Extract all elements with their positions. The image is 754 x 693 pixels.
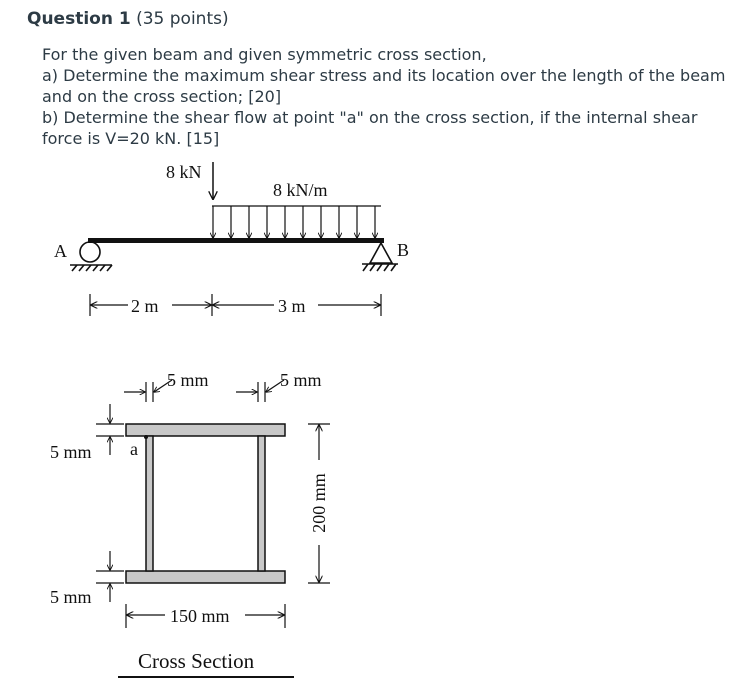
beam [88,238,384,243]
flange-thickness-bottom-dim [96,551,124,602]
point-a-label: a [130,439,138,459]
web-thickness-left-dim [124,380,172,402]
span2-label: 3 m [278,296,306,316]
web-thickness-right-dim [236,380,284,402]
pin-support [362,243,398,271]
width-label: 150 mm [170,606,230,626]
distributed-load-label: 8 kN/m [273,180,328,200]
flange-thickness-top-dim [96,404,124,455]
span1-label: 2 m [131,296,159,316]
question-title: Question 1 [27,9,131,29]
flange-thickness-bottom-label: 5 mm [50,587,92,607]
beam-diagram [54,162,409,316]
prompt-line: and on the cross section; [20] [42,87,282,106]
point-a-marker [144,435,148,439]
web-thickness-left-label: 5 mm [167,370,209,390]
prompt-line: a) Determine the maximum shear stress and its location over the length of the beam [42,66,726,85]
distributed-load [212,206,381,238]
support-b-label: B [397,240,410,260]
point-load-label: 8 kN [166,162,202,182]
web-thickness-right-label: 5 mm [280,370,322,390]
height-label: 200 mm [309,473,329,533]
prompt-line: force is V=20 kN. [15] [42,129,220,148]
prompt-line: b) Determine the shear flow at point "a" on the cross section, if the internal shear [42,108,698,127]
section-shape [126,424,285,583]
section-caption: Cross Section [138,649,255,673]
flange-thickness-top-label: 5 mm [50,442,92,462]
prompt-line: For the given beam and given symmetric cross section, [42,45,487,64]
question-points: (35 points) [136,9,229,29]
roller-support [70,242,112,271]
support-a-label: A [54,241,67,261]
cross-section [50,370,330,677]
